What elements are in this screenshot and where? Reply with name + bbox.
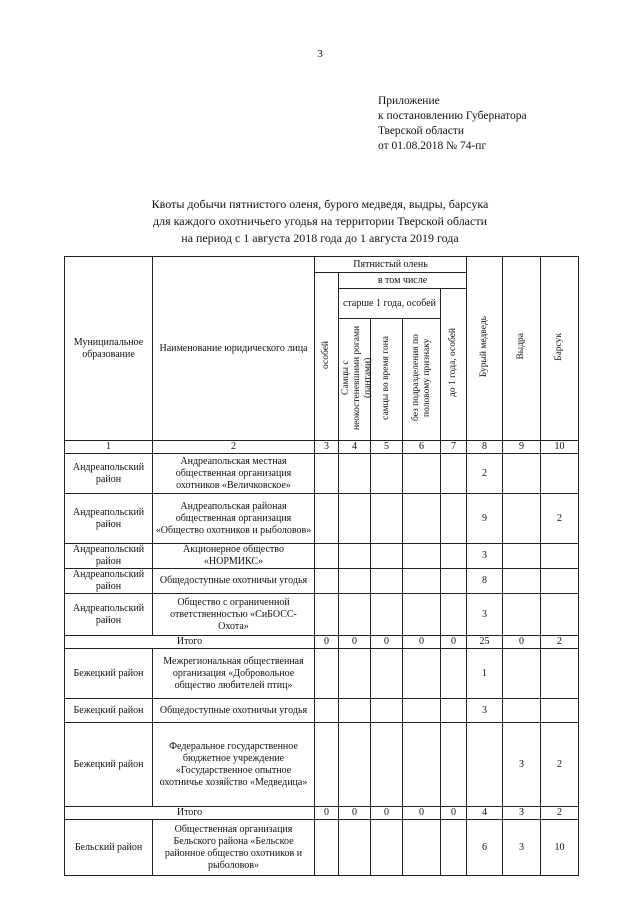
value-cell: 0 (315, 807, 339, 820)
table-row (65, 594, 579, 636)
entity-cell: Общественная организация Бельского района «Бельское районное общество охотников и рыболовов» (153, 820, 315, 876)
header-municipality: Муниципальное образование (65, 257, 153, 441)
value-cell (371, 454, 403, 494)
value-cell: 0 (503, 636, 541, 649)
value-cell (541, 649, 579, 699)
value-cell (503, 649, 541, 699)
total-row (65, 807, 579, 820)
value-cell (339, 494, 371, 544)
value-cell: 3 (503, 807, 541, 820)
table-row (65, 649, 579, 699)
value-cell (371, 569, 403, 594)
column-number: 6 (403, 441, 441, 454)
value-cell (503, 699, 541, 723)
value-cell (541, 699, 579, 723)
header-including: в том числе (339, 273, 467, 289)
value-cell (315, 723, 339, 807)
value-cell (503, 544, 541, 569)
header-older-1-year: старше 1 года, особей (339, 289, 441, 319)
value-cell: 0 (403, 636, 441, 649)
value-cell (371, 494, 403, 544)
value-cell: 9 (467, 494, 503, 544)
value-cell (403, 454, 441, 494)
table-row (65, 569, 579, 594)
value-cell: 3 (467, 699, 503, 723)
value-cell: 10 (541, 820, 579, 876)
header-legal-entity: Наименование юридического лица (153, 257, 315, 441)
value-cell: 0 (371, 636, 403, 649)
header-males-antlers: Самцы с неокостеневшими рогами (пантами) (339, 319, 371, 441)
entity-cell: Общество с ограниченной ответственностью «СиБОСС-Охота» (153, 594, 315, 636)
entity-cell: Андреапольская районая общественная организация «Общество охотников и рыболовов» (153, 494, 315, 544)
table-row (65, 723, 579, 807)
column-number: 8 (467, 441, 503, 454)
value-cell (541, 569, 579, 594)
municipality-cell: Бежецкий район (65, 699, 153, 723)
appendix-block (378, 94, 527, 154)
value-cell: 25 (467, 636, 503, 649)
value-cell (503, 454, 541, 494)
value-cell (441, 569, 467, 594)
title-line: на период с 1 августа 2018 года до 1 августа 2019 года (181, 231, 459, 245)
value-cell (441, 544, 467, 569)
value-cell: 3 (503, 820, 541, 876)
municipality-cell: Андреапольский район (65, 544, 153, 569)
value-cell (403, 544, 441, 569)
value-cell (339, 544, 371, 569)
header-otter: Выдра (503, 257, 541, 441)
quota-table (64, 256, 579, 876)
entity-cell: Федеральное государственное бюджетное учреждение «Государственное опытное охотничье хозяйство «Медведица» (153, 723, 315, 807)
value-cell: 6 (467, 820, 503, 876)
table-row (65, 454, 579, 494)
value-cell: 2 (541, 807, 579, 820)
value-cell (441, 723, 467, 807)
column-number: 2 (153, 441, 315, 454)
page-number: 3 (317, 48, 323, 60)
value-cell (315, 699, 339, 723)
value-cell (315, 820, 339, 876)
value-cell: 0 (441, 807, 467, 820)
value-cell (403, 569, 441, 594)
title-line: Квоты добычи пятнистого оленя, бурого медведя, выдры, барсука (151, 197, 489, 211)
value-cell: 4 (467, 807, 503, 820)
column-number: 1 (65, 441, 153, 454)
value-cell (371, 820, 403, 876)
value-cell (403, 820, 441, 876)
value-cell (339, 649, 371, 699)
value-cell (339, 454, 371, 494)
table-row (65, 699, 579, 723)
document-title (0, 196, 640, 247)
appendix-line: Тверской области (378, 125, 464, 137)
value-cell (339, 820, 371, 876)
value-cell (467, 723, 503, 807)
value-cell: 3 (503, 723, 541, 807)
municipality-cell: Бежецкий район (65, 723, 153, 807)
value-cell (315, 544, 339, 569)
value-cell: 3 (467, 544, 503, 569)
value-cell (371, 594, 403, 636)
appendix-line: к постановлению Губернатора (378, 110, 527, 122)
column-number: 3 (315, 441, 339, 454)
total-row (65, 636, 579, 649)
header-deer-total: особей (315, 273, 339, 441)
total-label: Итого (65, 636, 315, 649)
value-cell (441, 699, 467, 723)
value-cell (441, 649, 467, 699)
value-cell (403, 494, 441, 544)
table-row (65, 494, 579, 544)
value-cell (339, 594, 371, 636)
value-cell (371, 723, 403, 807)
appendix-line: от 01.08.2018 № 74-пг (378, 140, 487, 152)
entity-cell: Андреапольская местная общественная организация охотников «Величковское» (153, 454, 315, 494)
header-badger: Барсук (541, 257, 579, 441)
value-cell (371, 649, 403, 699)
value-cell: 3 (467, 594, 503, 636)
municipality-cell: Андреапольский район (65, 494, 153, 544)
value-cell: 2 (541, 723, 579, 807)
value-cell (315, 594, 339, 636)
header-bear: Бурый медведь (467, 257, 503, 441)
value-cell (371, 699, 403, 723)
value-cell: 2 (541, 494, 579, 544)
value-cell (403, 699, 441, 723)
entity-cell: Межрегиональная общественная организация «Добровольное общество любителей птиц» (153, 649, 315, 699)
value-cell (541, 594, 579, 636)
column-number: 4 (339, 441, 371, 454)
column-number: 10 (541, 441, 579, 454)
header-spotted-deer: Пятнистый олень (315, 257, 467, 273)
column-number: 7 (441, 441, 467, 454)
value-cell (371, 544, 403, 569)
table-row (65, 544, 579, 569)
municipality-cell: Бежецкий район (65, 649, 153, 699)
column-number: 5 (371, 441, 403, 454)
value-cell (503, 494, 541, 544)
value-cell (339, 569, 371, 594)
value-cell (339, 723, 371, 807)
appendix-line: Приложение (378, 95, 440, 107)
value-cell: 2 (467, 454, 503, 494)
value-cell: 0 (441, 636, 467, 649)
value-cell (339, 699, 371, 723)
value-cell (441, 594, 467, 636)
value-cell (441, 494, 467, 544)
value-cell (315, 569, 339, 594)
municipality-cell: Бельский район (65, 820, 153, 876)
table-row (65, 820, 579, 876)
table-body (65, 454, 579, 876)
value-cell: 2 (541, 636, 579, 649)
column-number-row (65, 441, 579, 454)
value-cell (441, 820, 467, 876)
value-cell: 1 (467, 649, 503, 699)
header-males-rut: самцы во время гона (371, 319, 403, 441)
value-cell (403, 649, 441, 699)
value-cell: 8 (467, 569, 503, 594)
value-cell (403, 594, 441, 636)
column-number: 9 (503, 441, 541, 454)
header-under-1-year: до 1 года, особей (441, 289, 467, 441)
value-cell (403, 723, 441, 807)
value-cell (541, 454, 579, 494)
value-cell (315, 494, 339, 544)
entity-cell: Общедоступные охотничьи угодья (153, 569, 315, 594)
total-label: Итого (65, 807, 315, 820)
entity-cell: Акционерное общество «НОРМИКС» (153, 544, 315, 569)
header-no-sex-division: без подразделения по половому признаку (403, 319, 441, 441)
entity-cell: Общедоступные охотничьи угодья (153, 699, 315, 723)
value-cell: 0 (315, 636, 339, 649)
value-cell: 0 (339, 636, 371, 649)
value-cell: 0 (339, 807, 371, 820)
value-cell (503, 594, 541, 636)
title-line: для каждого охотничьего угодья на территории Тверской области (152, 214, 488, 228)
value-cell: 0 (403, 807, 441, 820)
value-cell (541, 544, 579, 569)
municipality-cell: Андреапольский район (65, 594, 153, 636)
value-cell (503, 569, 541, 594)
value-cell (441, 454, 467, 494)
table-header (65, 257, 579, 454)
value-cell: 0 (371, 807, 403, 820)
municipality-cell: Андреапольский район (65, 569, 153, 594)
municipality-cell: Андреапольский район (65, 454, 153, 494)
value-cell (315, 649, 339, 699)
value-cell (315, 454, 339, 494)
